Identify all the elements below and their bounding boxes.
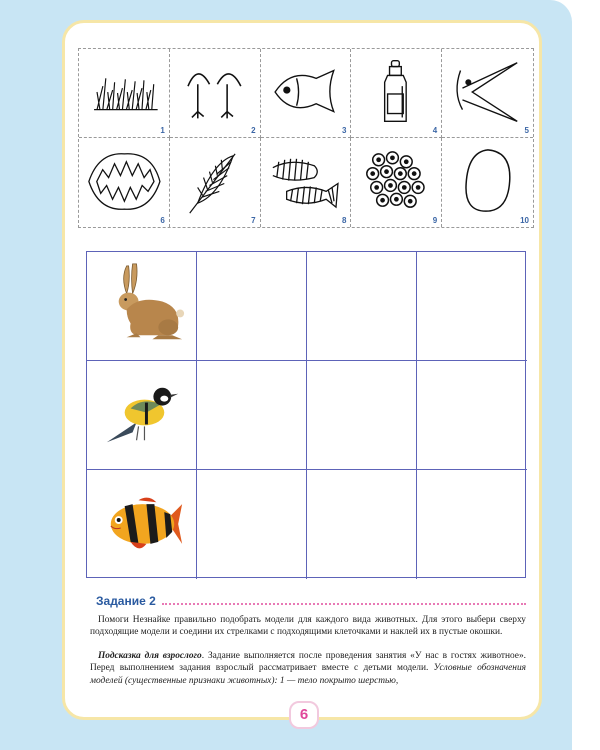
page-number: 6 xyxy=(289,701,319,729)
task-header xyxy=(96,594,526,608)
titmouse-icon xyxy=(87,361,196,469)
card-number: 8 xyxy=(341,216,347,225)
empty-slot[interactable] xyxy=(307,252,417,361)
card-number: 7 xyxy=(251,216,256,225)
fish-scales-icon xyxy=(261,138,351,227)
model-card[interactable] xyxy=(170,138,261,227)
empty-slot[interactable] xyxy=(197,252,307,361)
model-card[interactable] xyxy=(170,49,261,138)
medicine-bottle-icon xyxy=(351,49,441,137)
model-card[interactable] xyxy=(261,49,352,138)
striped-fish-icon xyxy=(87,470,196,579)
matching-grid xyxy=(86,251,526,578)
task-title: Задание 2 xyxy=(96,594,156,608)
card-number: 10 xyxy=(520,216,529,225)
model-card[interactable] xyxy=(351,138,442,227)
fur-lines-icon xyxy=(79,49,169,137)
model-card[interactable] xyxy=(442,138,533,227)
card-number: 6 xyxy=(160,216,165,225)
model-card[interactable] xyxy=(442,49,533,138)
animal-cell xyxy=(87,470,197,579)
empty-slot[interactable] xyxy=(417,361,527,470)
beak-icon xyxy=(442,49,533,137)
bird-feet-icon xyxy=(170,49,260,137)
model-cards-grid xyxy=(78,48,534,228)
hint-legend: Условные обозначения моделей (существенные признаки животных): 1 — тело покрыто шерстью, xyxy=(90,663,526,686)
card-number: 9 xyxy=(432,216,438,225)
empty-slot[interactable] xyxy=(417,470,527,579)
empty-slot[interactable] xyxy=(307,361,417,470)
empty-slot[interactable] xyxy=(197,470,307,579)
empty-slot[interactable] xyxy=(197,361,307,470)
eggs-icon xyxy=(351,138,441,227)
hint-label: Подсказка для взрослого xyxy=(98,651,202,661)
adult-hint xyxy=(90,650,526,687)
card-number: 4 xyxy=(432,126,438,135)
model-card[interactable] xyxy=(79,138,170,227)
empty-slot[interactable] xyxy=(417,252,527,361)
empty-slot[interactable] xyxy=(307,470,417,579)
task-instruction: Помоги Незнайке правильно подобрать модели для каждого вида животных. Для этого выбери сверху подходящие модели и соедини их стрелками с подходящими клеточками и наклей их в пустые окошки. xyxy=(90,615,526,638)
card-number: 3 xyxy=(341,126,347,135)
hint-text: . Задание выполняется после проведения занятия «У нас в гостях животное». Перед выполнением задания взрослый рассматривает вместе с детьми модели. xyxy=(90,651,526,674)
hare-icon xyxy=(87,252,196,360)
model-card[interactable] xyxy=(351,49,442,138)
card-number: 2 xyxy=(251,126,256,135)
fish-shape-icon xyxy=(261,49,351,137)
animal-cell xyxy=(87,252,197,361)
egg-icon xyxy=(442,138,533,227)
title-divider xyxy=(162,603,526,605)
model-card[interactable] xyxy=(261,138,352,227)
model-card[interactable] xyxy=(79,49,170,138)
animal-cell xyxy=(87,361,197,470)
card-number: 1 xyxy=(160,126,165,135)
feather-icon xyxy=(170,138,260,227)
card-number: 5 xyxy=(524,126,529,135)
teeth-icon xyxy=(79,138,169,227)
